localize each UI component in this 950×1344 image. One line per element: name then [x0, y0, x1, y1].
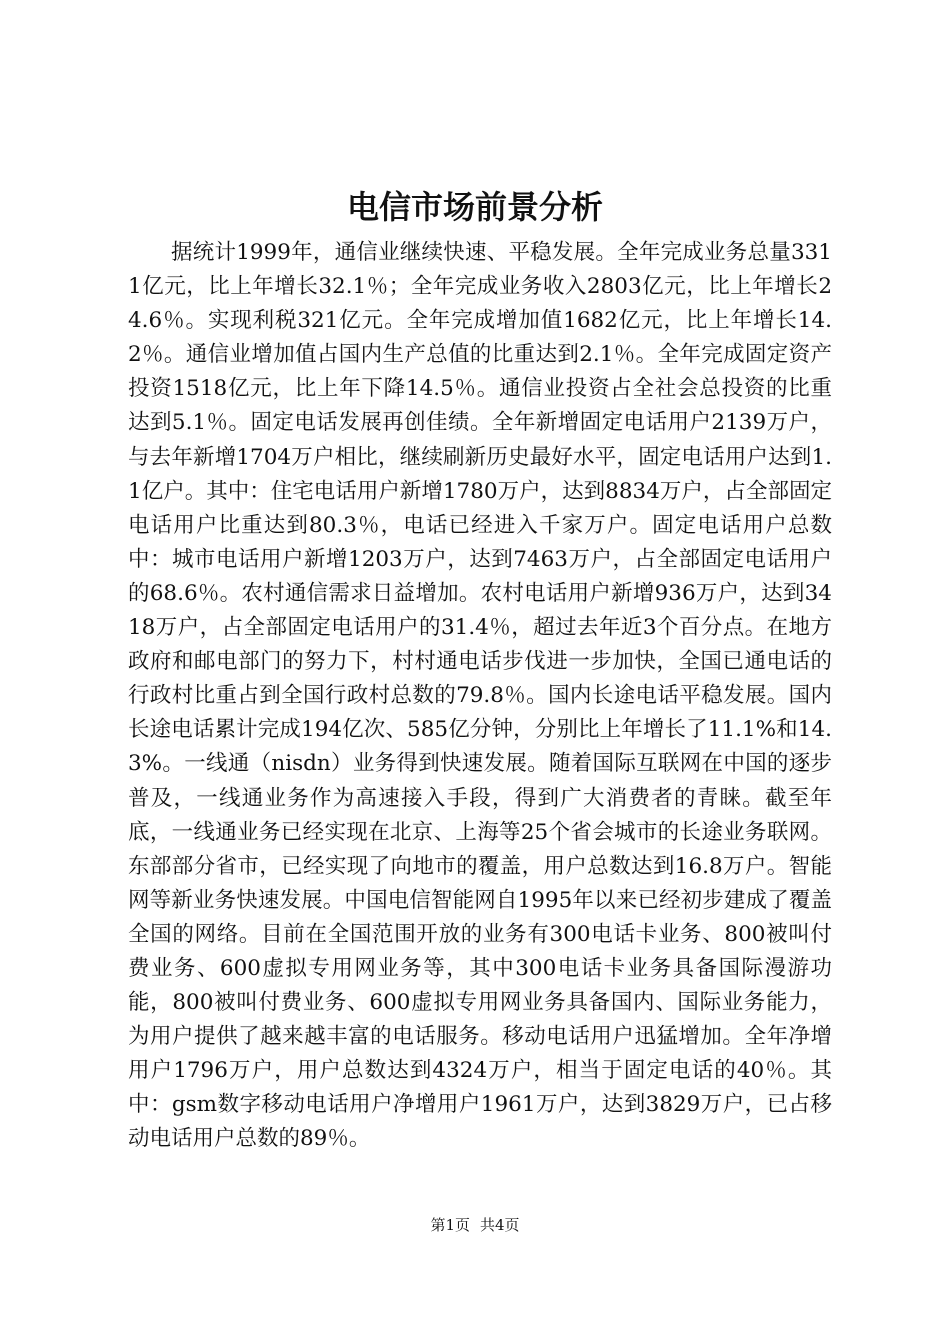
page-footer	[0, 1213, 950, 1237]
document-title: 电信市场前景分析	[346, 188, 603, 226]
document-body-paragraph: 据统计1999年，通信业继续快速、平稳发展。全年完成业务总量3311亿元，比上年增长32.1％；全年完成业务收入2803亿元，比上年增长24.6％。实现利税321亿元。全年完成增加值1682亿元，比上年增长14.2％。通信业增加值占国内生产总值的比重达到2.1％。全年完成固定资产投资1518亿元，比上年下降14.5％。通信业投资占全社会总投资的比重达到5.1％。固定电话发展再创佳绩。全年新增固定电话用户2139万户，与去年新增1704万户相比，继续刷新历史最好水平，固定电话用户达到1.1亿户。其中：住宅电话用户新增1780万户，达到8834万户，占全部固定电话用户比重达到80.3％，电话已经进入千家万户。固定电话用户总数中：城市电话用户新增1203万户，达到7463万户，占全部固定电话用户的68.6％。农村通信需求日益增加。农村电话用户新增936万户，达到3418万户，占全部固定电话用户的31.4％，超过去年近3个百分点。在地方政府和邮电部门的努力下，村村通电话步伐进一步加快，全国已通电话的行政村比重占到全国行政村总数的79.8％。国内长途电话平稳发展。国内长途电话累计完成194亿次、585亿分钟，分别比上年增长了11.1%和14.3%。一线通（nisdn）业务得到快速发展。随着国际互联网在中国的逐步普及，一线通业务作为高速接入手段，得到广大消费者的青睐。截至年底，一线通业务已经实现在北京、上海等25个省会城市的长途业务联网。东部部分省市，已经实现了向地市的覆盖，用户总数达到16.8万户。智能网等新业务快速发展。中国电信智能网自1995年以来已经初步建成了覆盖全国的网络。目前在全国范围开放的业务有300电话卡业务、800被叫付费业务、600虚拟专用网业务等，其中300电话卡业务具备国际漫游功能，800被叫付费业务、600虚拟专用网业务具备国内、国际业务能力，为用户提供了越来越丰富的电话服务。移动电话用户迅猛增加。全年净增用户1796万户，用户总数达到4324万户，相当于固定电话的40％。其中：gsm数字移动电话用户净增用户1961万户，达到3829万户，已占移动电话用户总数的89％。	[128, 240, 832, 1152]
page-number-current: 第1页	[430, 1216, 470, 1234]
page-number-total: 共4页	[480, 1216, 520, 1234]
